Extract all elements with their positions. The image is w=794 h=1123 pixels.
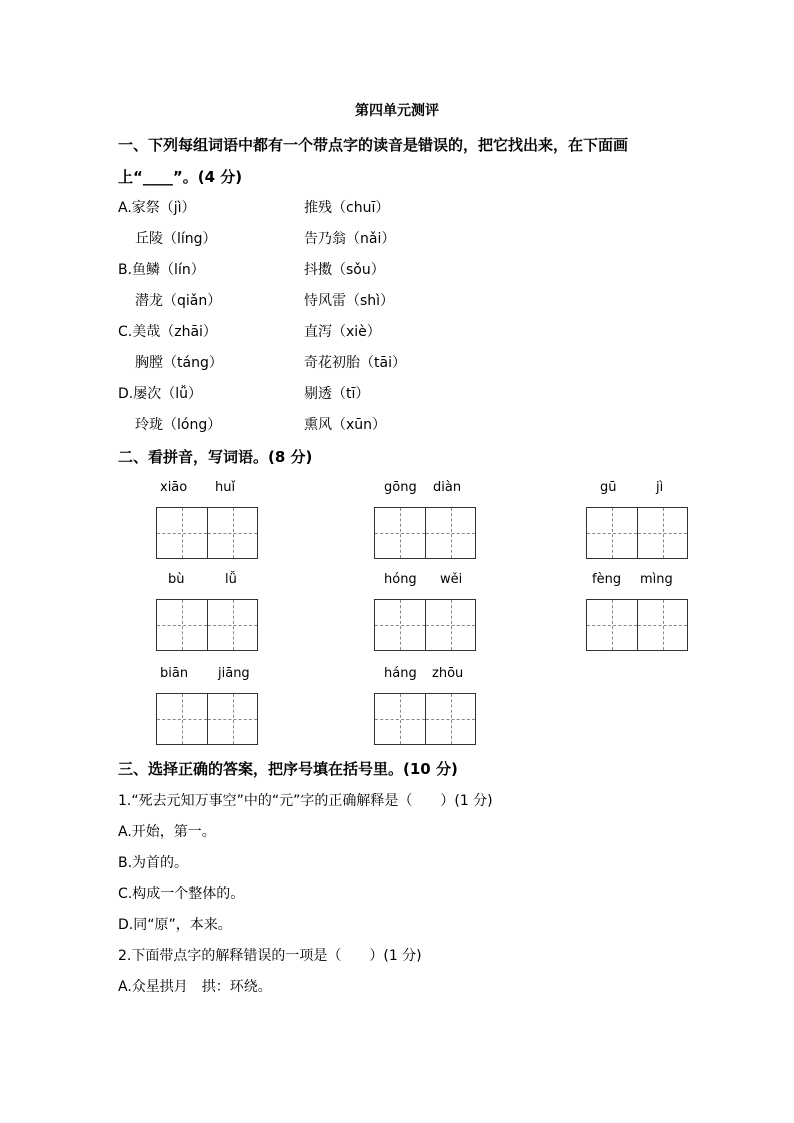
section3-heading: 三、选择正确的答案，把序号填在括号里。(10 分)	[118, 760, 458, 778]
item-left: C.美哉（zhāi）	[118, 324, 217, 340]
option-c: C.构成一个整体的。	[118, 886, 245, 902]
grid-cell[interactable]	[425, 600, 475, 650]
writing-grid[interactable]	[374, 693, 476, 745]
pinyin-1: gū	[600, 480, 617, 495]
question-2: 2.下面带点字的解释错误的一项是（ ）(1 分)	[118, 948, 422, 964]
grid-cell[interactable]	[375, 600, 425, 650]
pinyin-2: mìng	[640, 572, 673, 587]
pinyin-2: diàn	[433, 480, 462, 495]
item-right: 告乃翁（nǎi）	[304, 231, 396, 247]
grid-cell[interactable]	[425, 508, 475, 558]
option-b: B.为首的。	[118, 855, 189, 871]
grid-cell[interactable]	[587, 600, 637, 650]
item-right: 熏风（xūn）	[304, 417, 387, 433]
pinyin-1: gōng	[384, 480, 417, 495]
pinyin-1: bù	[168, 572, 185, 587]
option-d: D.同“原”，本来。	[118, 917, 232, 933]
section2-heading: 二、看拼音，写词语。(8 分)	[118, 448, 313, 466]
pinyin-1: xiāo	[160, 480, 188, 495]
heading-post: ”。(4 分)	[172, 168, 243, 186]
pinyin-2: zhōu	[432, 666, 464, 681]
pinyin-1: fèng	[592, 572, 622, 587]
pinyin-2: wěi	[440, 572, 463, 587]
option-a: A.众星拱月 拱：环绕。	[118, 979, 272, 995]
grid-cell[interactable]	[637, 508, 687, 558]
writing-grid[interactable]	[586, 507, 688, 559]
grid-cell[interactable]	[157, 600, 207, 650]
item-left: A.家祭（jì）	[118, 200, 196, 216]
writing-grid[interactable]	[156, 693, 258, 745]
item-right: 抖擞（sǒu）	[304, 262, 385, 278]
section1-heading-line1: 一、下列每组词语中都有一个带点字的读音是错误的，把它找出来，在下面画	[118, 136, 629, 154]
writing-grid[interactable]	[374, 599, 476, 651]
pinyin-2: jì	[656, 480, 664, 495]
grid-cell[interactable]	[587, 508, 637, 558]
grid-cell[interactable]	[375, 508, 425, 558]
item-left: 玲珑（lóng）	[135, 417, 222, 433]
heading-pre: 上“	[118, 168, 143, 186]
item-left: 胸膛（táng）	[135, 355, 223, 371]
pinyin-2: huǐ	[215, 480, 236, 495]
item-left: 潜龙（qiǎn）	[135, 293, 222, 309]
underline-blank: ____	[142, 168, 173, 186]
page-title: 第四单元测评	[355, 103, 439, 119]
writing-grid[interactable]	[586, 599, 688, 651]
pinyin-2: lǚ	[225, 572, 237, 587]
grid-cell[interactable]	[637, 600, 687, 650]
grid-cell[interactable]	[375, 694, 425, 744]
pinyin-2: jiāng	[218, 666, 250, 681]
item-right: 推残（chuī）	[304, 200, 390, 216]
item-left: D.屡次（lǚ）	[118, 386, 202, 402]
pinyin-1: biān	[160, 666, 189, 681]
section1-heading-line2	[118, 166, 242, 187]
grid-cell[interactable]	[425, 694, 475, 744]
option-a: A.开始，第一。	[118, 824, 216, 840]
pinyin-1: háng	[384, 666, 417, 681]
item-right: 剔透（tī）	[304, 386, 370, 402]
pinyin-1: hóng	[384, 572, 417, 587]
grid-cell[interactable]	[157, 508, 207, 558]
grid-cell[interactable]	[207, 508, 257, 558]
item-left: 丘陵（líng）	[135, 231, 217, 247]
item-left: B.鱼鳞（lín）	[118, 262, 205, 278]
grid-cell[interactable]	[207, 694, 257, 744]
writing-grid[interactable]	[156, 599, 258, 651]
writing-grid[interactable]	[156, 507, 258, 559]
question-1: 1.“死去元知万事空”中的“元”字的正确解释是（ ）(1 分)	[118, 793, 493, 809]
item-right: 奇花初胎（tāi）	[304, 355, 406, 371]
item-right: 直泻（xiè）	[304, 324, 381, 340]
item-right: 恃风雷（shì）	[304, 293, 395, 309]
grid-cell[interactable]	[157, 694, 207, 744]
writing-grid[interactable]	[374, 507, 476, 559]
grid-cell[interactable]	[207, 600, 257, 650]
